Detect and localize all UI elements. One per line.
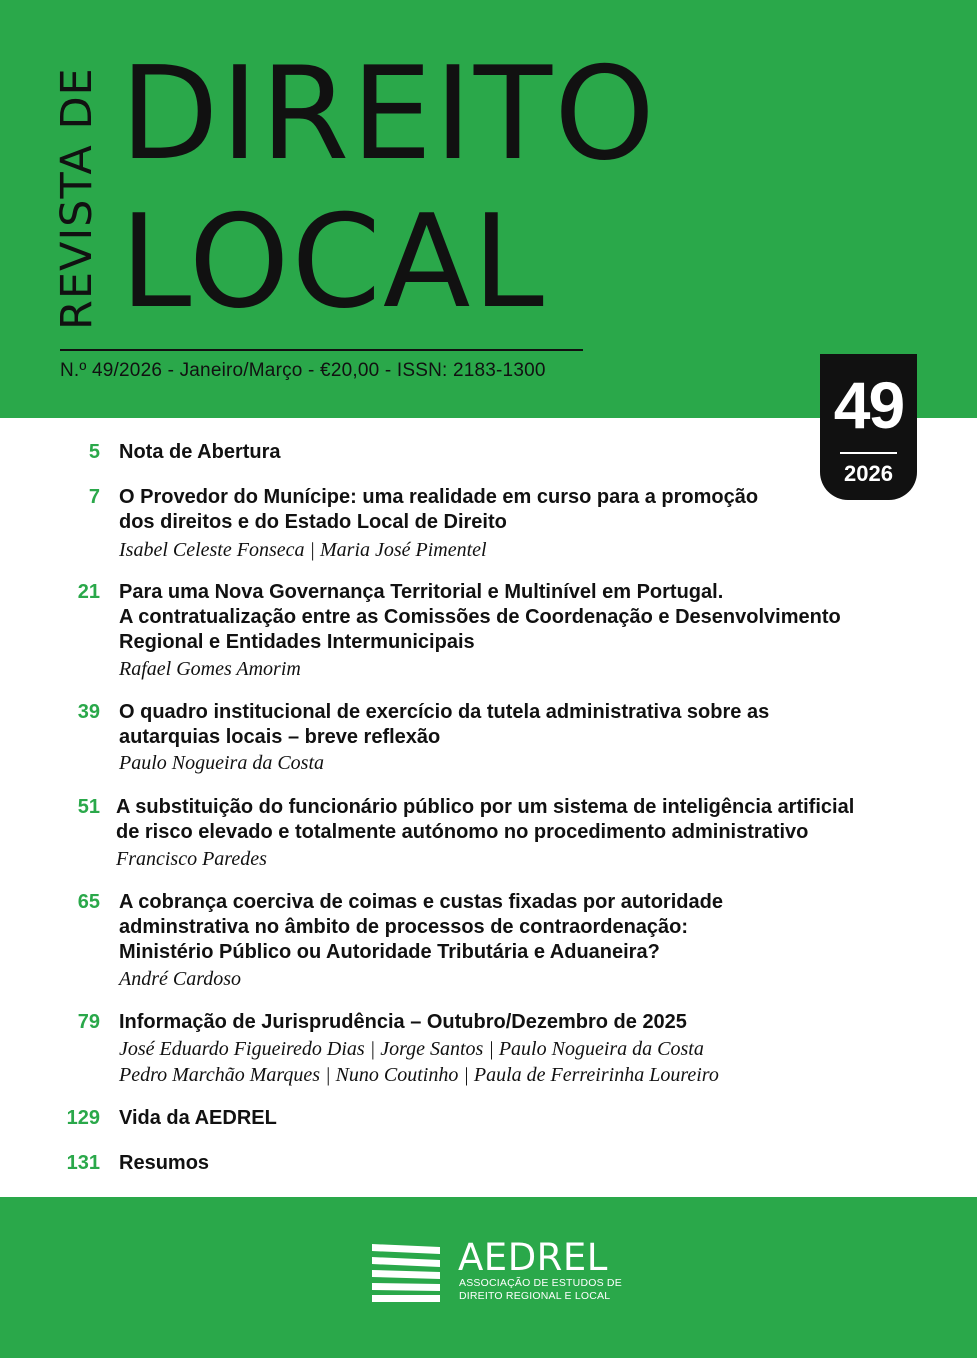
toc-page-number: 39 [77, 701, 100, 723]
toc-page-number: 21 [77, 581, 100, 603]
journal-title-line2: LOCAL [120, 188, 546, 337]
toc-title: Nota de Abertura [119, 441, 281, 463]
logo-subtitle: ASSOCIAÇÃO DE ESTUDOS DE DIREITO REGIONAL E LOCAL [459, 1277, 622, 1302]
toc-page-number: 7 [88, 486, 100, 508]
toc-authors: André Cardoso [119, 968, 242, 990]
toc-authors: José Eduardo Figueiredo Dias | Jorge Santos | Paulo Nogueira da Costa Pedro Marchão Marques | Nuno Coutinho | Paula de Ferreirinha Loureiro [119, 1038, 719, 1086]
logo-name: AEDREL [458, 1236, 608, 1279]
issue-number: 49 [833, 368, 904, 442]
aedrel-stripes-logo-icon [372, 1242, 442, 1302]
toc-authors: Paulo Nogueira da Costa [119, 752, 325, 774]
toc-authors: Rafael Gomes Amorim [119, 658, 301, 680]
title-rule [60, 349, 583, 351]
issue-badge [820, 354, 917, 500]
issue-info: N.º 49/2026 - Janeiro/Março - €20,00 - ISSN: 2183-1300 [60, 360, 546, 381]
toc-page-number: 79 [77, 1011, 100, 1033]
toc-title: O Provedor do Munícipe: uma realidade em curso para a promoção dos direitos e do Estado Local de Direito [119, 486, 759, 533]
toc-page-number: 131 [66, 1152, 100, 1174]
toc-authors: Isabel Celeste Fonseca | Maria José Pimentel [119, 539, 487, 561]
toc-title: A cobrança coerciva de coimas e custas fixadas por autoridade adminstrativa no âmbito de processos de contraordenação: Ministério Público ou Autoridade Tributária e Aduaneira? [119, 891, 723, 963]
revista-de-label: REVISTA DE [52, 67, 102, 330]
toc-page-number: 129 [66, 1107, 100, 1129]
toc-title: Resumos [119, 1152, 210, 1174]
toc-title: Vida da AEDREL [119, 1107, 277, 1129]
issue-year: 2026 [844, 461, 893, 486]
toc-page-number: 5 [88, 441, 100, 463]
toc-authors: Francisco Paredes [116, 848, 267, 870]
toc-page-number: 65 [77, 891, 100, 913]
toc-title: O quadro institucional de exercício da tutela administrativa sobre as autarquias locais – breve reflexão [119, 701, 770, 748]
journal-title-line1: DIREITO [120, 40, 657, 189]
aedrel-logo [372, 1236, 622, 1304]
toc-title: Informação de Jurisprudência – Outubro/Dezembro de 2025 [119, 1011, 687, 1033]
toc-page-number: 51 [77, 796, 100, 818]
toc-title: A substituição do funcionário público por um sistema de inteligência artificial de risco elevado e totalmente autónomo no procedimento administrativo [116, 796, 855, 843]
toc-title: Para uma Nova Governança Territorial e Multinível em Portugal. A contratualização entre as Comissões de Coordenação e Desenvolvimento Regional e Entidades Intermunicipais [119, 581, 841, 653]
